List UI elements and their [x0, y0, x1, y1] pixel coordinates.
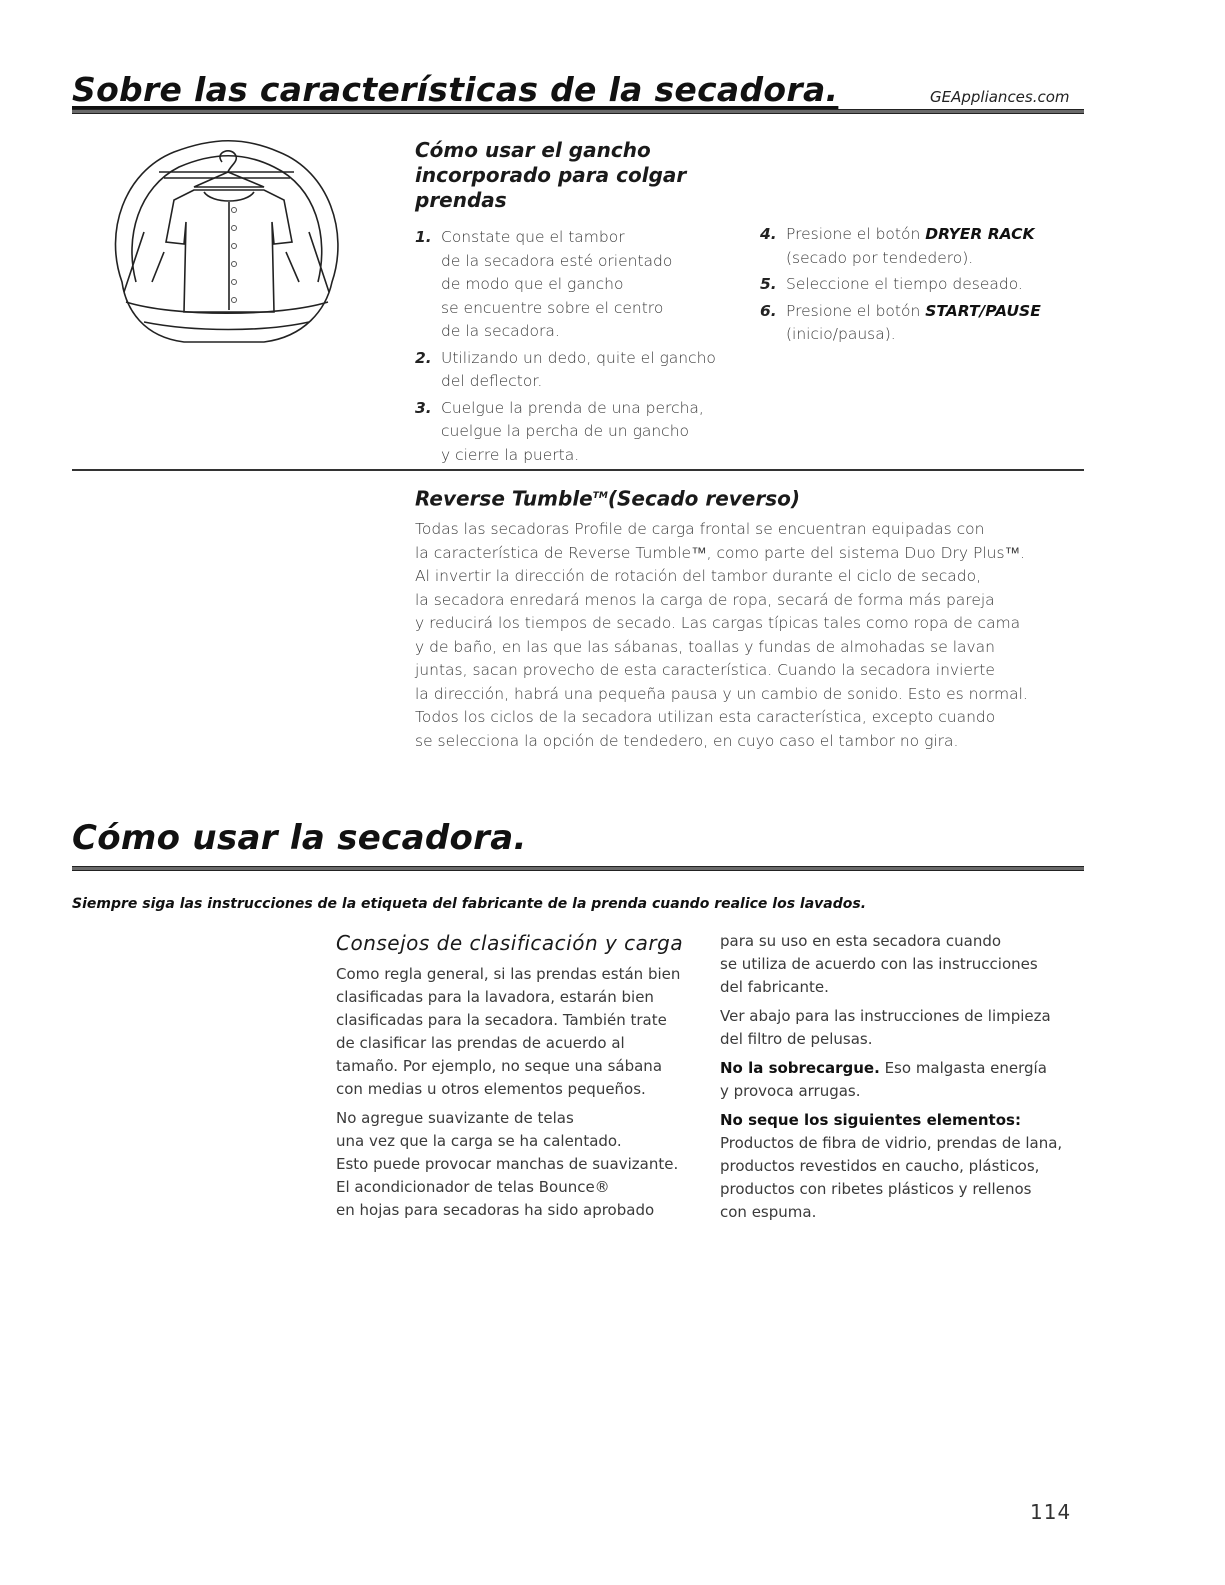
paragraph-line: la dirección, habrá una pequeña pausa y un cambio de sonido. Esto es normal.: [415, 684, 1028, 703]
paragraph-line: del filtro de pelusas.: [720, 1030, 873, 1048]
paragraph-line: y de baño, en las que las sábanas, toallas y fundas de almohadas se lavan: [415, 637, 995, 656]
step-item: [415, 226, 755, 344]
reverse-tumble-heading: [415, 484, 800, 512]
paragraph-line: una vez que la carga se ha calentado.: [336, 1132, 622, 1150]
paragraph-line: con medias u otros elementos pequeños.: [336, 1080, 646, 1098]
hanger-heading-line: Cómo usar el gancho: [415, 138, 651, 162]
overload-lead: No la sobrecargue.: [720, 1059, 880, 1077]
paragraph-line: juntas, sacan provecho de esta característica. Cuando la secadora invierte: [415, 661, 995, 679]
page-title: Sobre las características de la secadora.: [72, 70, 839, 109]
paragraph-line: Al invertir la dirección de rotación del tambor durante el ciclo de secado,: [415, 567, 982, 585]
section-rule: [72, 866, 1084, 871]
start-pause-keyword: START/PAUSE: [925, 301, 1041, 320]
step-text: Utilizando un dedo, quite el gancho del deflector.: [441, 348, 716, 390]
paragraph-line: la secadora enredará menos la carga de ropa, secará de forma más pareja: [415, 590, 995, 609]
dryer-rack-keyword: DRYER RACK: [925, 225, 1035, 243]
step-text-continued: (secado por tendedero).: [786, 248, 974, 267]
reverse-tumble-paragraph: [415, 518, 1095, 753]
reverse-tumble-subtitle: (Secado reverso): [607, 486, 801, 511]
step-item: [760, 223, 1090, 270]
paragraph-line: clasificadas para la secadora. También trate: [336, 1011, 667, 1029]
reverse-tumble-title: Reverse Tumble: [415, 486, 593, 511]
paragraph-line: Como regla general, si las prendas están bien: [336, 965, 681, 983]
step-number: 2.: [415, 348, 432, 367]
step-text: Seleccione el tiempo deseado.: [786, 275, 1023, 293]
paragraph-line: clasificadas para la lavadora, estarán bien: [336, 988, 654, 1006]
paragraph-line: se selecciona la opción de tendedero, en cuyo caso el tambor no gira.: [415, 731, 959, 750]
overload-warning: [720, 1057, 1100, 1080]
paragraph-line: y provoca arrugas.: [720, 1082, 861, 1100]
header-rule: [72, 109, 1084, 114]
paragraph-line: No agregue suavizante de telas: [336, 1109, 574, 1127]
paragraph-line: en hojas para secadoras ha sido aprobado: [336, 1201, 655, 1219]
paragraph-line: para su uso en esta secadora cuando: [720, 932, 1002, 950]
paragraph-line: El acondicionador de telas Bounce®: [336, 1178, 610, 1196]
step-number: 3.: [415, 398, 432, 417]
hanger-steps-right: [760, 223, 1090, 350]
step-text: Constate que el tambor de la secadora esté orientado de modo que el gancho se encuentre sobre el centro de la secadora.: [441, 228, 673, 340]
shirt-on-hanger-icon: [104, 132, 349, 350]
paragraph-line: se utiliza de acuerdo con las instrucciones: [720, 955, 1038, 973]
paragraph-line: Todas las secadoras Profile de carga frontal se encuentran equipadas con: [415, 520, 985, 538]
trademark-mark: TM: [592, 491, 608, 501]
paragraph-line: tamaño. Por ejemplo, no seque una sábana: [336, 1057, 663, 1075]
paragraph-line: con espuma.: [720, 1203, 817, 1221]
hanger-heading: [415, 138, 686, 213]
hanger-steps-left: [415, 226, 755, 470]
step-number: 5.: [760, 275, 777, 293]
step-item: [760, 300, 1090, 347]
care-label-notice: Siempre siga las instrucciones de la etiqueta del fabricante de la prenda cuando realice los lavados.: [72, 896, 867, 912]
paragraph-line: y reducirá los tiempos de secado. Las cargas típicas tales como ropa de cama: [415, 614, 1021, 632]
step-text: Presione el botón: [786, 301, 926, 320]
paragraph-line: del fabricante.: [720, 978, 829, 996]
hanger-heading-line: prendas: [415, 188, 507, 212]
tips-right-column: [720, 930, 1100, 1224]
hanger-heading-line: incorporado para colgar: [415, 163, 687, 187]
dryer-hanger-illustration: [104, 132, 349, 350]
step-item: [415, 347, 755, 394]
step-text-continued: (inicio/pausa).: [786, 325, 896, 343]
step-item: [760, 273, 1090, 297]
page-number: 114: [1030, 1500, 1072, 1524]
paragraph-line: Todos los ciclos de la secadora utilizan esta característica, excepto cuando: [415, 708, 996, 726]
paragraph-line: Productos de fibra de vidrio, prendas de lana,: [720, 1134, 1063, 1152]
site-url[interactable]: GEAppliances.com: [930, 88, 1070, 106]
tips-left-column: [336, 963, 716, 1222]
step-number: 4.: [760, 225, 777, 243]
paragraph-line: Esto puede provocar manchas de suavizante.: [336, 1155, 679, 1173]
step-number: 6.: [760, 301, 777, 320]
paragraph-line: productos revestidos en caucho, plásticos,: [720, 1157, 1040, 1175]
step-text: Presione el botón: [786, 225, 926, 243]
step-number: 1.: [415, 228, 432, 246]
do-not-dry-lead: No seque los siguientes elementos:: [720, 1111, 1021, 1129]
paragraph-line: de clasificar las prendas de acuerdo al: [336, 1034, 625, 1052]
paragraph-line: Ver abajo para las instrucciones de limpieza: [720, 1007, 1051, 1025]
overload-text: Eso malgasta energía: [879, 1059, 1047, 1077]
paragraph-line: la característica de Reverse Tumble™, como parte del sistema Duo Dry Plus™.: [415, 543, 1025, 562]
section-title: Cómo usar la secadora.: [72, 818, 527, 858]
paragraph-line: productos con ribetes plásticos y rellenos: [720, 1180, 1032, 1198]
step-text: Cuelgue la prenda de una percha, cuelgue la percha de un gancho y cierre la puerta.: [441, 398, 704, 464]
step-item: [415, 397, 755, 468]
tips-heading: Consejos de clasificación y carga: [336, 931, 684, 955]
section-divider: [72, 469, 1084, 471]
